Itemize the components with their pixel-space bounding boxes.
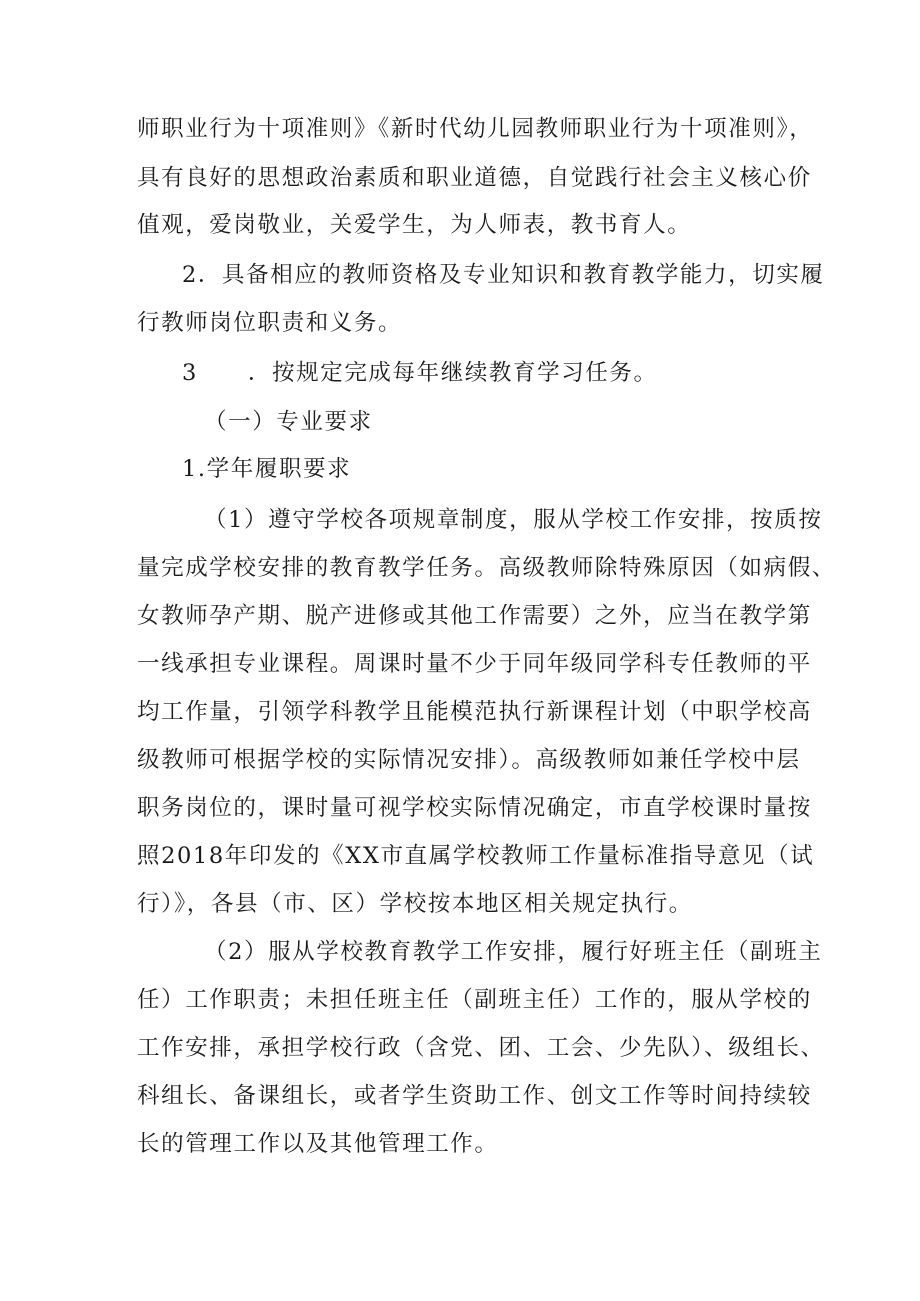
paragraph-line: 量完成学校安排的教育教学任务。高级教师除特殊原因（如病假、 <box>137 555 836 581</box>
item-text: ．按规定完成每年继续教育学习任务。 <box>247 360 658 386</box>
paragraph-line: 均工作量，引领学科教学且能模范执行新课程计划（中职学校高 <box>137 699 812 725</box>
paragraph-line: （1）遵守学校各项规章制度，服从学校工作安排，按质按 <box>204 507 823 533</box>
paragraph-line: 级教师可根据学校的实际情况安排）。高级教师如兼任学校中层 <box>137 747 801 773</box>
paragraph-line: 一线承担专业课程。周课时量不少于同年级同学科专任教师的平 <box>137 651 812 677</box>
paragraph-line: 值观，爱岗敬业，关爱学生，为人师表，教书育人。 <box>137 212 692 238</box>
paragraph-line: 工作安排，承担学校行政（含党、团、工会、少先队）、级组长、 <box>137 1035 825 1061</box>
paragraph-line: （2）服从学校教育教学工作安排，履行好班主任（副班主 <box>204 939 823 965</box>
paragraph-line: 任）工作职责；未担任班主任（副班主任）工作的，服从学校的 <box>137 987 812 1013</box>
paragraph-line: 长的管理工作以及其他管理工作。 <box>137 1131 499 1157</box>
paragraph-line: 行）》，各县（市、区）学校按本地区相关规定执行。 <box>137 891 693 917</box>
numbered-item <box>182 358 842 388</box>
paragraph-line: 师职业行为十项准则》《新时代幼儿园教师职业行为十项准则》， <box>137 116 814 142</box>
item-number: 3 <box>182 360 198 386</box>
paragraph-line: 具有良好的思想政治素质和职业道德，自觉践行社会主义核心价 <box>137 165 812 191</box>
paragraph-line: 女教师孕产期、脱产进修或其他工作需要）之外，应当在教学第 <box>137 603 812 629</box>
paragraph-line: 行教师岗位职责和义务。 <box>137 310 403 336</box>
paragraph-line: 科组长、备课组长，或者学生资助工作、创文工作等时间持续较 <box>137 1083 812 1109</box>
paragraph-line: 2．具备相应的教师资格及专业知识和教育教学能力，切实履 <box>182 262 825 288</box>
subsection-heading: 1.学年履职要求 <box>182 456 352 482</box>
paragraph-line: 职务岗位的，课时量可视学校实际情况确定，市直学校课时量按 <box>137 795 812 821</box>
section-heading: （一）专业要求 <box>204 409 373 435</box>
paragraph-line: 照2018年印发的《XX市直属学校教师工作量标准指导意见（试 <box>137 843 815 869</box>
